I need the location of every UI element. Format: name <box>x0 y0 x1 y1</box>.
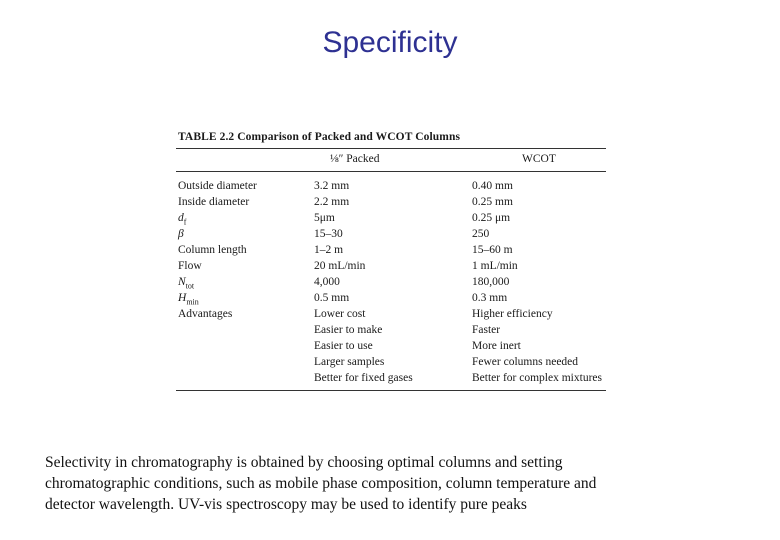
wcot-value: 0.25 μm <box>472 212 511 224</box>
wcot-value: 250 <box>472 228 490 240</box>
wcot-value: 1 mL/min <box>472 260 518 272</box>
wcot-value: 0.40 mm <box>472 180 513 192</box>
row-label: Outside diameter <box>178 180 257 192</box>
row-label: Advantages <box>178 308 233 320</box>
table-row <box>176 322 606 338</box>
wcot-value: Higher efficiency <box>472 308 553 320</box>
packed-value: Easier to make <box>314 324 383 336</box>
wcot-value: Fewer columns needed <box>472 356 579 368</box>
wcot-value: Better for complex mixtures <box>472 372 602 384</box>
row-label: β <box>178 228 184 240</box>
table-row <box>176 258 606 274</box>
table-row <box>176 178 606 194</box>
table-row <box>176 274 606 290</box>
table-caption: TABLE 2.2 Comparison of Packed and WCOT Columns <box>178 131 461 143</box>
table-body <box>176 172 606 390</box>
row-label: Column length <box>178 244 247 256</box>
packed-value: 15–30 <box>314 228 343 240</box>
table-row <box>176 306 606 322</box>
wcot-value: Faster <box>472 324 501 336</box>
table-row <box>176 194 606 210</box>
table-header-row <box>176 149 606 171</box>
slide-title: Specificity <box>322 26 458 59</box>
table-row <box>176 242 606 258</box>
packed-value: Larger samples <box>314 356 385 368</box>
table-row <box>176 354 606 370</box>
packed-value: 4,000 <box>314 276 340 288</box>
table-row <box>176 226 606 242</box>
body-paragraph <box>45 452 745 515</box>
header-packed: ⅛″ Packed <box>330 153 380 165</box>
paragraph-line: Selectivity in chromatography is obtained by choosing optimal columns and setting <box>45 454 563 471</box>
packed-value: Easier to use <box>314 340 373 352</box>
table-row <box>176 370 606 386</box>
table-bottom-rule <box>176 390 606 391</box>
row-label: Flow <box>178 260 202 272</box>
comparison-table <box>176 128 606 391</box>
row-label: $H_{min}$ <box>178 292 199 307</box>
row-label: $N_{tot}$ <box>178 276 195 291</box>
packed-value: 20 mL/min <box>314 260 366 272</box>
packed-value: 3.2 mm <box>314 180 350 192</box>
table-row <box>176 290 606 306</box>
packed-value: 2.2 mm <box>314 196 350 208</box>
wcot-value: More inert <box>472 340 521 352</box>
table-row <box>176 210 606 226</box>
row-label: Inside diameter <box>178 196 250 208</box>
paragraph-line: chromatographic conditions, such as mobile phase composition, column temperature and <box>45 475 597 492</box>
row-label: $d_f$ <box>178 212 187 227</box>
packed-value: Better for fixed gases <box>314 372 413 384</box>
paragraph-line: detector wavelength. UV-vis spectroscopy may be used to identify pure peaks <box>45 496 527 513</box>
packed-value: 0.5 mm <box>314 292 350 304</box>
wcot-value: 180,000 <box>472 276 510 288</box>
header-wcot: WCOT <box>522 153 556 165</box>
packed-value: 5μm <box>314 212 335 224</box>
table-row <box>176 338 606 354</box>
packed-value: Lower cost <box>314 308 366 320</box>
wcot-value: 15–60 m <box>472 244 513 256</box>
wcot-value: 0.25 mm <box>472 196 513 208</box>
packed-value: 1–2 m <box>314 244 344 256</box>
wcot-value: 0.3 mm <box>472 292 508 304</box>
